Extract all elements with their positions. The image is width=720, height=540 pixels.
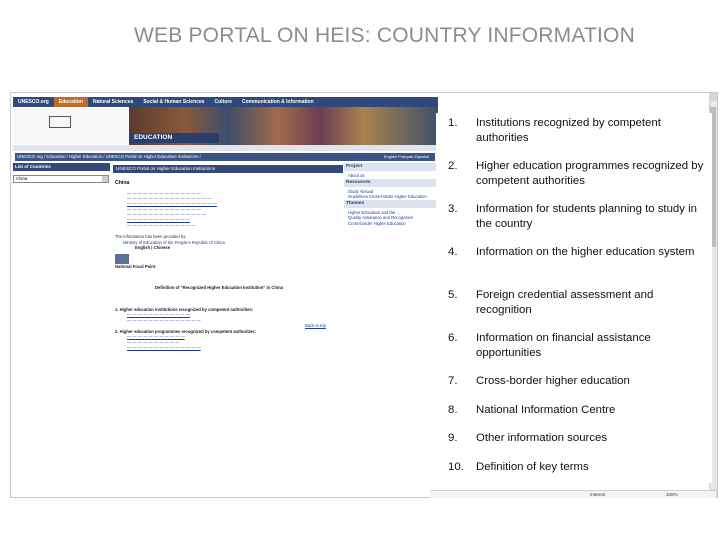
back-to-top-link[interactable]: Back to top — [305, 323, 326, 329]
item-text: Higher education programmes recognized by competent authorities — [476, 160, 704, 187]
scroll-up-arrow-icon[interactable] — [709, 93, 717, 101]
list-item — [448, 116, 710, 146]
item-text: Information on financial assistance opportunities — [476, 332, 651, 359]
list-item[interactable]: — — — — — — — — — — — — — [127, 217, 191, 223]
item-number: 2. — [448, 160, 458, 172]
list-item[interactable]: — — — — — — — — — — — — — — — — [127, 212, 207, 218]
zoom-level[interactable]: 100% — [666, 492, 678, 497]
sidebar-section-resources[interactable]: Resources — [344, 179, 438, 187]
list-item — [448, 431, 710, 446]
sidebar-link-study-abroad[interactable]: Study Abroad — [348, 188, 374, 194]
item-number: 3. — [448, 203, 458, 215]
list-item[interactable]: — — — — — — — — — — — — — — — [127, 317, 201, 323]
breadcrumb — [15, 153, 435, 161]
education-band: EDUCATION — [129, 133, 219, 143]
site-nav-bar — [13, 97, 438, 107]
center-content — [115, 165, 343, 497]
sidebar-link-theme-3[interactable]: Cross-border Higher Education — [348, 220, 406, 226]
item-number: 4. — [448, 246, 458, 258]
list-item[interactable]: — — — — — — — — — — — — — — — [127, 190, 201, 196]
section-1-heading: 1. Higher education institutions recognized by competent authorities: — [115, 306, 254, 312]
list-item[interactable]: — — — — — — — — — — — — — — [127, 222, 196, 228]
item-number: 10. — [448, 461, 464, 473]
unesco-temple-icon — [49, 116, 71, 128]
left-panel — [13, 163, 110, 495]
breadcrumb-text[interactable]: UNESCO.org / Education / Higher Education / UNESCO Portal on Higher Education Institutions / — [17, 154, 201, 159]
item-text: Information for students planning to study in the country — [476, 203, 697, 230]
list-item — [448, 331, 710, 361]
item-text: Institutions recognized by competent authorities — [476, 117, 661, 144]
item-text: Information on the higher education system — [476, 246, 695, 258]
definition-heading: Definition of "Recognized Higher Education Institution" in China — [155, 285, 283, 291]
list-item[interactable]: — — — — — — — — — — — — — — — [127, 345, 201, 351]
slide-title: WEB PORTAL ON HEIS: COUNTRY INFORMATION — [134, 24, 635, 47]
item-number: 8. — [448, 404, 458, 416]
provided-by-heading: The information has been provided by: — [115, 234, 187, 240]
list-item — [448, 460, 710, 475]
list-item[interactable]: — — — — — — — — — — — — [127, 334, 185, 340]
portal-header: UNESCO Portal on Higher Education Institutions — [113, 165, 343, 173]
nav-tab-education[interactable]: Education — [54, 97, 88, 107]
list-item[interactable]: — — — — — — — — — — — — — — — [127, 206, 201, 212]
nav-tab-culture[interactable]: Culture — [214, 99, 232, 105]
list-item[interactable]: — — — — — — — — — — — — — [127, 312, 191, 318]
item-text: Other information sources — [476, 432, 608, 444]
country-name: China — [115, 180, 130, 186]
item-number: 9. — [448, 432, 458, 444]
list-item — [448, 245, 710, 260]
list-item — [448, 288, 710, 318]
focal-point-heading: National Focal Point — [115, 263, 156, 269]
list-item — [448, 159, 710, 189]
browser-status-bar — [430, 490, 716, 498]
item-number: 1. — [448, 117, 458, 129]
list-item — [448, 403, 710, 418]
sidebar-link-theme-1[interactable]: Higher Education and the ... — [348, 209, 400, 215]
sidebar-link-about[interactable]: About us — [348, 173, 365, 178]
sidebar-section-project[interactable]: Project — [344, 163, 438, 171]
sidebar-section-themes[interactable]: Themes — [344, 200, 438, 208]
country-links-list — [115, 191, 343, 229]
item-text: Definition of key terms — [476, 461, 589, 473]
unesco-emblem-icon — [115, 254, 129, 264]
list-item — [448, 202, 710, 232]
toolbar-row — [13, 145, 438, 151]
provided-by-link[interactable]: Ministry of Education of the People's Republic of China — [123, 239, 225, 245]
item-number: 7. — [448, 375, 458, 387]
sidebar-link-guidelines[interactable]: Guidelines Cross-border Higher Education — [348, 194, 427, 199]
item-number: 5. — [448, 289, 458, 301]
list-item — [448, 374, 710, 389]
item-text: National Information Centre — [476, 404, 616, 416]
nav-tab-unesco[interactable]: UNESCO.org — [18, 99, 49, 105]
language-links[interactable]: English Français Español — [383, 154, 429, 159]
provided-by-languages[interactable]: English | Chinese — [135, 245, 170, 251]
right-sidebar — [344, 163, 438, 495]
unesco-logo[interactable] — [13, 108, 128, 144]
item-text: Cross-border higher education — [476, 375, 630, 387]
sidebar-link-theme-2[interactable]: Quality Assurance and Recognition — [348, 215, 414, 220]
list-of-countries-heading: List of Countries — [13, 163, 110, 171]
list-item[interactable]: — — — — — — — — — — — — — — — — — — [127, 201, 217, 207]
item-number: 6. — [448, 332, 458, 344]
nav-tab-social-human-sciences[interactable]: Social & Human Sciences — [143, 99, 205, 105]
list-item[interactable]: — — — — — — — — — — — [127, 339, 180, 345]
list-item[interactable]: — — — — — — — — — — — — — — — — — [127, 195, 212, 201]
nav-tab-natural-sciences[interactable]: Natural Sciences — [93, 99, 134, 105]
status-zone: Internet — [590, 492, 606, 497]
country-select[interactable]: China — [13, 175, 109, 183]
item-text: Foreign credential assessment and recognition — [476, 289, 654, 316]
country-information-list — [436, 113, 712, 483]
section-2-heading: 2. Higher education programmes recognized by competent authorities: — [115, 328, 257, 334]
nav-tab-communication[interactable]: Communication & Information — [241, 99, 314, 105]
